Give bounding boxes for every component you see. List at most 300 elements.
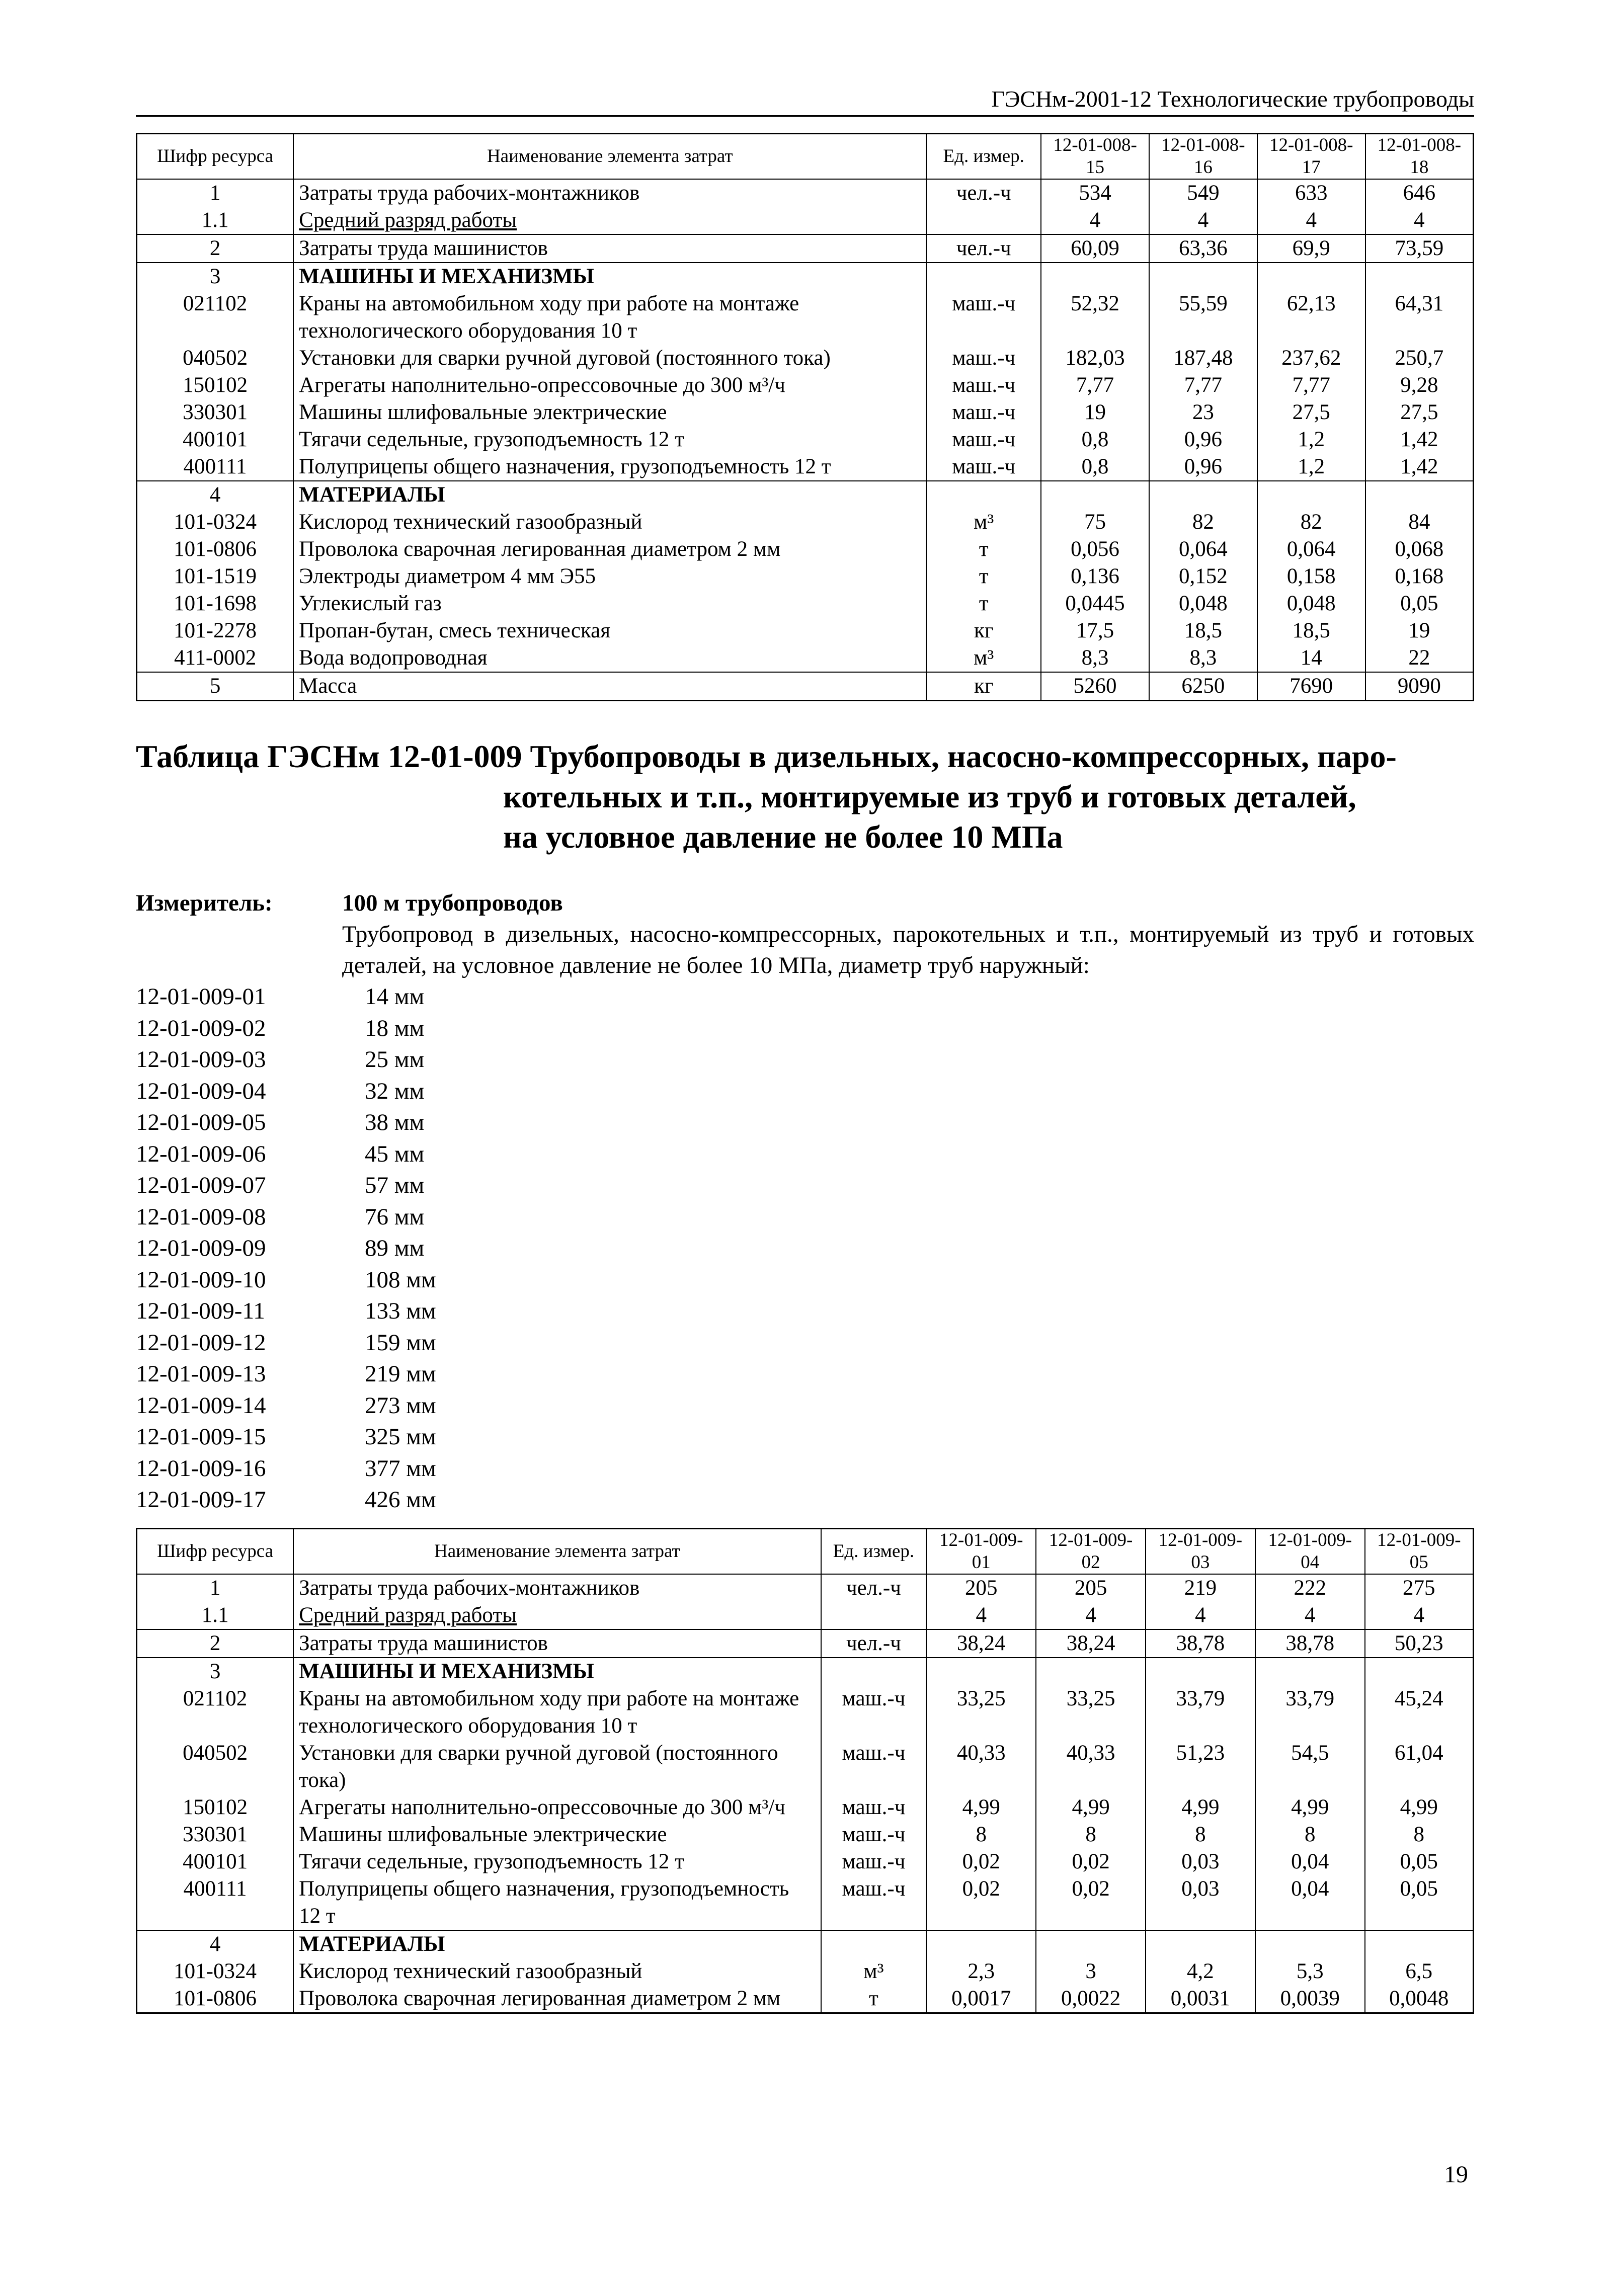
resource-value: 0,8 — [1041, 453, 1149, 481]
resource-unit: маш.-ч — [926, 399, 1041, 426]
resource-value: 646 — [1365, 179, 1474, 207]
resource-name: Затраты труда машинистов — [293, 1629, 821, 1658]
resource-unit: м³ — [821, 1958, 927, 1985]
resource-value: 19 — [1365, 617, 1474, 644]
table-row — [137, 1985, 1474, 2013]
resource-value: 0,168 — [1365, 563, 1474, 590]
pipe-diameter: 76 мм — [365, 1203, 425, 1230]
list-item — [136, 1421, 1474, 1453]
resource-value: 73,59 — [1365, 234, 1474, 263]
resource-code: 101-0324 — [137, 1958, 294, 1985]
list-item — [136, 1170, 1474, 1201]
resource-name: Агрегаты наполнительно-опрессовочные до 300 м³/ч — [293, 1794, 821, 1821]
resource-code: 101-1698 — [137, 590, 294, 617]
norm-code: 12-01-009-02 — [136, 1015, 266, 1041]
resource-value — [1036, 1658, 1146, 1685]
resource-value: 1,2 — [1257, 426, 1365, 453]
resource-name: Полуприцепы общего назначения, грузоподъемность 12 т — [293, 1875, 821, 1930]
resource-name: МАТЕРИАЛЫ — [293, 1930, 821, 1958]
resource-value: 0,02 — [926, 1848, 1036, 1875]
table-row — [137, 1740, 1474, 1794]
resource-value — [1149, 263, 1257, 290]
resource-value: 1,42 — [1365, 426, 1474, 453]
pipe-diameter: 57 мм — [365, 1172, 425, 1198]
resource-value: 22 — [1365, 644, 1474, 672]
norm-code: 12-01-009-10 — [136, 1266, 266, 1293]
table-row — [137, 1848, 1474, 1875]
resource-value — [1257, 263, 1365, 290]
resource-value: 0,064 — [1257, 536, 1365, 563]
resource-value: 549 — [1149, 179, 1257, 207]
table-row — [137, 179, 1474, 207]
measure-value: 100 м трубопроводов — [342, 890, 563, 916]
pipe-diameter: 219 мм — [365, 1361, 436, 1387]
resource-value: 4,99 — [1255, 1794, 1365, 1821]
norm-code: 12-01-009-16 — [136, 1455, 266, 1482]
norm-code: 12-01-009-04 — [136, 1078, 266, 1104]
resource-value — [1146, 1658, 1255, 1685]
resource-code: 101-0324 — [137, 509, 294, 536]
header-col: 12-01-009-01 — [926, 1528, 1036, 1574]
resource-name: Установки для сварки ручной дуговой (постоянного тока) — [293, 345, 926, 372]
resource-unit: чел.-ч — [821, 1574, 927, 1602]
resource-unit: маш.-ч — [926, 345, 1041, 372]
resource-code: 330301 — [137, 1821, 294, 1848]
resource-value: 7690 — [1257, 672, 1365, 701]
norm-code: 12-01-009-12 — [136, 1329, 266, 1356]
resource-value: 0,03 — [1146, 1848, 1255, 1875]
running-title: ГЭСНм-2001-12 Технологические трубопроводы — [136, 86, 1474, 117]
list-item — [136, 1264, 1474, 1296]
resource-value: 219 — [1146, 1574, 1255, 1602]
resource-unit — [926, 207, 1041, 234]
resource-unit: маш.-ч — [926, 426, 1041, 453]
resource-name: Пропан-бутан, смесь техническая — [293, 617, 926, 644]
resource-value — [1365, 481, 1474, 509]
list-item — [136, 1484, 1474, 1516]
resource-name: Агрегаты наполнительно-опрессовочные до 300 м³/ч — [293, 372, 926, 399]
resource-code: 3 — [137, 1658, 294, 1685]
resource-value: 0,0048 — [1365, 1985, 1474, 2013]
resource-name: Затраты труда рабочих-монтажников — [293, 1574, 821, 1602]
header-col: 12-01-008-18 — [1365, 134, 1474, 180]
table-row — [137, 290, 1474, 345]
resource-value: 4 — [1041, 207, 1149, 234]
resource-name: Проволока сварочная легированная диаметром 2 мм — [293, 536, 926, 563]
table-row — [137, 453, 1474, 481]
resource-value: 4,99 — [1365, 1794, 1474, 1821]
resource-name: Машины шлифовальные электрические — [293, 1821, 821, 1848]
header-unit: Ед. измер. — [821, 1528, 927, 1574]
table-row — [137, 590, 1474, 617]
resource-unit: маш.-ч — [821, 1685, 927, 1740]
list-item — [136, 1390, 1474, 1422]
resource-code: 411-0002 — [137, 644, 294, 672]
table-row — [137, 1685, 1474, 1740]
resource-code: 5 — [137, 672, 294, 701]
table-row — [137, 372, 1474, 399]
resource-unit — [821, 1602, 927, 1629]
resource-value: 0,068 — [1365, 536, 1474, 563]
resource-value — [1146, 1930, 1255, 1958]
list-item — [136, 1295, 1474, 1327]
resource-value: 0,136 — [1041, 563, 1149, 590]
resource-value — [1365, 263, 1474, 290]
measure-label: Измеритель: — [136, 890, 273, 916]
resource-value: 33,25 — [1036, 1685, 1146, 1740]
resource-value: 275 — [1365, 1574, 1474, 1602]
resource-name: Проволока сварочная легированная диаметром 2 мм — [293, 1985, 821, 2013]
resource-value: 0,056 — [1041, 536, 1149, 563]
resource-name: Краны на автомобильном ходу при работе на монтаже технологического оборудования 10 т — [293, 1685, 821, 1740]
resource-name: МАШИНЫ И МЕХАНИЗМЫ — [293, 1658, 821, 1685]
resource-value: 9090 — [1365, 672, 1474, 701]
resource-value: 205 — [926, 1574, 1036, 1602]
table-row — [137, 644, 1474, 672]
resource-value: 50,23 — [1365, 1629, 1474, 1658]
resource-name: Средний разряд работы — [293, 1602, 821, 1629]
list-item — [136, 1107, 1474, 1138]
norm-code: 12-01-009-09 — [136, 1235, 266, 1261]
resource-code: 3 — [137, 263, 294, 290]
table-title-line: котельных и т.п., монтируемые из труб и готовых деталей, — [503, 779, 1356, 814]
resource-value: 8,3 — [1149, 644, 1257, 672]
resource-code: 2 — [137, 1629, 294, 1658]
pipe-diameter: 38 мм — [365, 1109, 425, 1135]
diameter-code-list — [136, 981, 1474, 1516]
resource-code: 2 — [137, 234, 294, 263]
resource-unit: м³ — [926, 509, 1041, 536]
table-row — [137, 426, 1474, 453]
table-header-row — [137, 1528, 1474, 1574]
resource-code: 1.1 — [137, 1602, 294, 1629]
norm-code: 12-01-009-03 — [136, 1046, 266, 1073]
resource-value: 0,96 — [1149, 453, 1257, 481]
resource-value: 61,04 — [1365, 1740, 1474, 1794]
header-code: Шифр ресурса — [137, 1528, 294, 1574]
norm-code: 12-01-009-01 — [136, 983, 266, 1010]
resource-value: 55,59 — [1149, 290, 1257, 345]
resource-value: 4 — [1036, 1602, 1146, 1629]
resource-table-009 — [136, 1528, 1474, 2014]
pipe-diameter: 45 мм — [365, 1140, 425, 1167]
resource-name: Затраты труда рабочих-монтажников — [293, 179, 926, 207]
resource-value: 0,05 — [1365, 1875, 1474, 1930]
resource-value: 2,3 — [926, 1958, 1036, 1985]
resource-value — [1149, 481, 1257, 509]
resource-value: 69,9 — [1257, 234, 1365, 263]
table-row — [137, 207, 1474, 234]
resource-name: Масса — [293, 672, 926, 701]
resource-value: 40,33 — [926, 1740, 1036, 1794]
pipe-diameter: 426 мм — [365, 1487, 436, 1513]
resource-value: 0,04 — [1255, 1875, 1365, 1930]
resource-unit: чел.-ч — [821, 1629, 927, 1658]
resource-value: 82 — [1257, 509, 1365, 536]
norm-code: 12-01-009-17 — [136, 1487, 266, 1513]
resource-value: 38,24 — [926, 1629, 1036, 1658]
resource-unit: т — [821, 1985, 927, 2013]
resource-name: Тягачи седельные, грузоподъемность 12 т — [293, 426, 926, 453]
resource-name: Вода водопроводная — [293, 644, 926, 672]
norm-code: 12-01-009-15 — [136, 1424, 266, 1450]
resource-value: 82 — [1149, 509, 1257, 536]
pipe-diameter: 32 мм — [365, 1078, 425, 1104]
resource-table-008 — [136, 133, 1474, 701]
page-number: 19 — [1444, 2161, 1468, 2188]
resource-value: 0,064 — [1149, 536, 1257, 563]
resource-unit: маш.-ч — [821, 1821, 927, 1848]
norm-code: 12-01-009-05 — [136, 1109, 266, 1135]
table-title-line: Таблица ГЭСНм 12-01-009 Трубопроводы в дизельных, насосно-компрессорных, паро- — [136, 739, 1397, 774]
resource-name: Установки для сварки ручной дуговой (постоянного тока) — [293, 1740, 821, 1794]
resource-unit: т — [926, 590, 1041, 617]
header-col: 12-01-008-16 — [1149, 134, 1257, 180]
resource-value: 8 — [1255, 1821, 1365, 1848]
resource-value — [1041, 263, 1149, 290]
resource-value — [1255, 1930, 1365, 1958]
list-item — [136, 1013, 1474, 1044]
resource-value: 4 — [1255, 1602, 1365, 1629]
resource-unit — [926, 263, 1041, 290]
table-row — [137, 234, 1474, 263]
resource-code: 150102 — [137, 372, 294, 399]
list-item — [136, 1453, 1474, 1485]
resource-value: 75 — [1041, 509, 1149, 536]
table-title — [136, 736, 1474, 857]
resource-value: 40,33 — [1036, 1740, 1146, 1794]
resource-name: Полуприцепы общего назначения, грузоподъемность 12 т — [293, 453, 926, 481]
resource-value: 6250 — [1149, 672, 1257, 701]
resource-unit: маш.-ч — [926, 290, 1041, 345]
resource-value — [1365, 1930, 1474, 1958]
resource-value: 33,25 — [926, 1685, 1036, 1740]
resource-value: 27,5 — [1365, 399, 1474, 426]
list-item — [136, 1076, 1474, 1107]
header-code: Шифр ресурса — [137, 134, 294, 180]
resource-value: 0,05 — [1365, 590, 1474, 617]
pipe-diameter: 108 мм — [365, 1266, 436, 1293]
resource-value: 237,62 — [1257, 345, 1365, 372]
resource-code: 4 — [137, 1930, 294, 1958]
pipe-diameter: 14 мм — [365, 983, 425, 1010]
resource-value: 633 — [1257, 179, 1365, 207]
resource-value: 0,0031 — [1146, 1985, 1255, 2013]
pipe-diameter: 89 мм — [365, 1235, 425, 1261]
resource-code: 4 — [137, 481, 294, 509]
norm-code: 12-01-009-07 — [136, 1172, 266, 1198]
resource-value: 38,24 — [1036, 1629, 1146, 1658]
description: Трубопровод в дизельных, насосно-компрессорных, парокотельных и т.п., монтируемый из труб и готовых деталей, на условное давление не более 10 МПа, диаметр труб наружный: — [342, 921, 1474, 978]
resource-value: 0,02 — [1036, 1875, 1146, 1930]
resource-value: 1,2 — [1257, 453, 1365, 481]
resource-code: 150102 — [137, 1794, 294, 1821]
resource-code: 101-1519 — [137, 563, 294, 590]
resource-value: 8,3 — [1041, 644, 1149, 672]
resource-value: 5,3 — [1255, 1958, 1365, 1985]
resource-value: 17,5 — [1041, 617, 1149, 644]
resource-value: 7,77 — [1257, 372, 1365, 399]
header-col: 12-01-009-03 — [1146, 1528, 1255, 1574]
resource-unit: т — [926, 563, 1041, 590]
norm-code: 12-01-009-11 — [136, 1298, 265, 1324]
table-row — [137, 1602, 1474, 1629]
resource-code: 101-2278 — [137, 617, 294, 644]
resource-value: 8 — [1146, 1821, 1255, 1848]
resource-value: 7,77 — [1149, 372, 1257, 399]
norm-code: 12-01-009-08 — [136, 1203, 266, 1230]
resource-unit — [926, 481, 1041, 509]
pipe-diameter: 133 мм — [365, 1298, 436, 1324]
resource-name: Кислород технический газообразный — [293, 509, 926, 536]
table-row — [137, 1930, 1474, 1958]
resource-value: 8 — [1036, 1821, 1146, 1848]
resource-value — [1036, 1930, 1146, 1958]
header-col: 12-01-009-04 — [1255, 1528, 1365, 1574]
resource-value: 51,23 — [1146, 1740, 1255, 1794]
list-item — [136, 1138, 1474, 1170]
resource-value: 182,03 — [1041, 345, 1149, 372]
list-item — [136, 1233, 1474, 1264]
list-item — [136, 1327, 1474, 1359]
resource-value: 84 — [1365, 509, 1474, 536]
list-item — [136, 1201, 1474, 1233]
resource-value: 33,79 — [1146, 1685, 1255, 1740]
resource-code: 330301 — [137, 399, 294, 426]
table-row — [137, 1794, 1474, 1821]
resource-name: Углекислый газ — [293, 590, 926, 617]
resource-unit: маш.-ч — [926, 372, 1041, 399]
resource-value — [926, 1930, 1036, 1958]
resource-value: 0,02 — [1036, 1848, 1146, 1875]
resource-unit: маш.-ч — [821, 1875, 927, 1930]
resource-value: 27,5 — [1257, 399, 1365, 426]
table-row — [137, 563, 1474, 590]
resource-value: 0,152 — [1149, 563, 1257, 590]
resource-code: 1 — [137, 179, 294, 207]
resource-value: 38,78 — [1146, 1629, 1255, 1658]
measure-line — [136, 887, 1474, 919]
resource-name: МАШИНЫ И МЕХАНИЗМЫ — [293, 263, 926, 290]
resource-code: 040502 — [137, 345, 294, 372]
resource-value: 534 — [1041, 179, 1149, 207]
resource-value: 23 — [1149, 399, 1257, 426]
table-row — [137, 263, 1474, 290]
resource-value: 222 — [1255, 1574, 1365, 1602]
resource-code: 400111 — [137, 1875, 294, 1930]
resource-unit — [821, 1658, 927, 1685]
resource-value: 4,99 — [926, 1794, 1036, 1821]
resource-value: 0,96 — [1149, 426, 1257, 453]
resource-value: 0,048 — [1257, 590, 1365, 617]
resource-value: 0,03 — [1146, 1875, 1255, 1930]
header-col: 12-01-008-17 — [1257, 134, 1365, 180]
resource-code: 400101 — [137, 1848, 294, 1875]
resource-unit: чел.-ч — [926, 179, 1041, 207]
header-col: 12-01-008-15 — [1041, 134, 1149, 180]
resource-value: 4,99 — [1036, 1794, 1146, 1821]
resource-value: 0,0017 — [926, 1985, 1036, 2013]
table-row — [137, 1574, 1474, 1602]
resource-unit: кг — [926, 617, 1041, 644]
resource-value: 62,13 — [1257, 290, 1365, 345]
resource-value: 54,5 — [1255, 1740, 1365, 1794]
resource-value: 52,32 — [1041, 290, 1149, 345]
resource-unit: маш.-ч — [821, 1740, 927, 1794]
document-page — [136, 86, 1474, 2014]
resource-unit: маш.-ч — [821, 1794, 927, 1821]
norm-code: 12-01-009-14 — [136, 1392, 266, 1419]
resource-unit: м³ — [926, 644, 1041, 672]
table-row — [137, 399, 1474, 426]
pipe-diameter: 18 мм — [365, 1015, 425, 1041]
table-row — [137, 1875, 1474, 1930]
resource-value — [1255, 1658, 1365, 1685]
resource-value: 38,78 — [1255, 1629, 1365, 1658]
resource-unit: чел.-ч — [926, 234, 1041, 263]
resource-value: 250,7 — [1365, 345, 1474, 372]
resource-unit: маш.-ч — [926, 453, 1041, 481]
pipe-diameter: 325 мм — [365, 1424, 436, 1450]
resource-value: 4 — [1365, 207, 1474, 234]
resource-value: 0,158 — [1257, 563, 1365, 590]
table-row — [137, 672, 1474, 701]
resource-name: МАТЕРИАЛЫ — [293, 481, 926, 509]
resource-value: 0,0022 — [1036, 1985, 1146, 2013]
norm-code: 12-01-009-06 — [136, 1140, 266, 1167]
resource-code: 021102 — [137, 290, 294, 345]
table-row — [137, 1629, 1474, 1658]
resource-value: 8 — [1365, 1821, 1474, 1848]
resource-value: 33,79 — [1255, 1685, 1365, 1740]
resource-value: 8 — [926, 1821, 1036, 1848]
pipe-diameter: 159 мм — [365, 1329, 436, 1356]
resource-unit: маш.-ч — [821, 1848, 927, 1875]
header-col: 12-01-009-02 — [1036, 1528, 1146, 1574]
table-row — [137, 345, 1474, 372]
resource-value: 187,48 — [1149, 345, 1257, 372]
resource-value: 4 — [1257, 207, 1365, 234]
table-row — [137, 617, 1474, 644]
resource-value: 60,09 — [1041, 234, 1149, 263]
resource-name: Кислород технический газообразный — [293, 1958, 821, 1985]
list-item — [136, 1044, 1474, 1076]
header-name: Наименование элемента затрат — [293, 1528, 821, 1574]
resource-code: 1 — [137, 1574, 294, 1602]
resource-unit: т — [926, 536, 1041, 563]
resource-name: Машины шлифовальные электрические — [293, 399, 926, 426]
resource-value: 19 — [1041, 399, 1149, 426]
resource-value: 4,99 — [1146, 1794, 1255, 1821]
resource-value: 6,5 — [1365, 1958, 1474, 1985]
resource-value: 0,048 — [1149, 590, 1257, 617]
resource-name: Электроды диаметром 4 мм Э55 — [293, 563, 926, 590]
pipe-diameter: 25 мм — [365, 1046, 425, 1073]
norm-code: 12-01-009-13 — [136, 1361, 266, 1387]
resource-code: 101-0806 — [137, 1985, 294, 2013]
resource-value: 18,5 — [1149, 617, 1257, 644]
resource-value — [1365, 1658, 1474, 1685]
header-unit: Ед. измер. — [926, 134, 1041, 180]
resource-value: 4,2 — [1146, 1958, 1255, 1985]
resource-value: 205 — [1036, 1574, 1146, 1602]
header-col: 12-01-009-05 — [1365, 1528, 1474, 1574]
resource-code: 101-0806 — [137, 536, 294, 563]
table-row — [137, 481, 1474, 509]
resource-code: 400111 — [137, 453, 294, 481]
resource-value: 4 — [926, 1602, 1036, 1629]
table-row — [137, 536, 1474, 563]
